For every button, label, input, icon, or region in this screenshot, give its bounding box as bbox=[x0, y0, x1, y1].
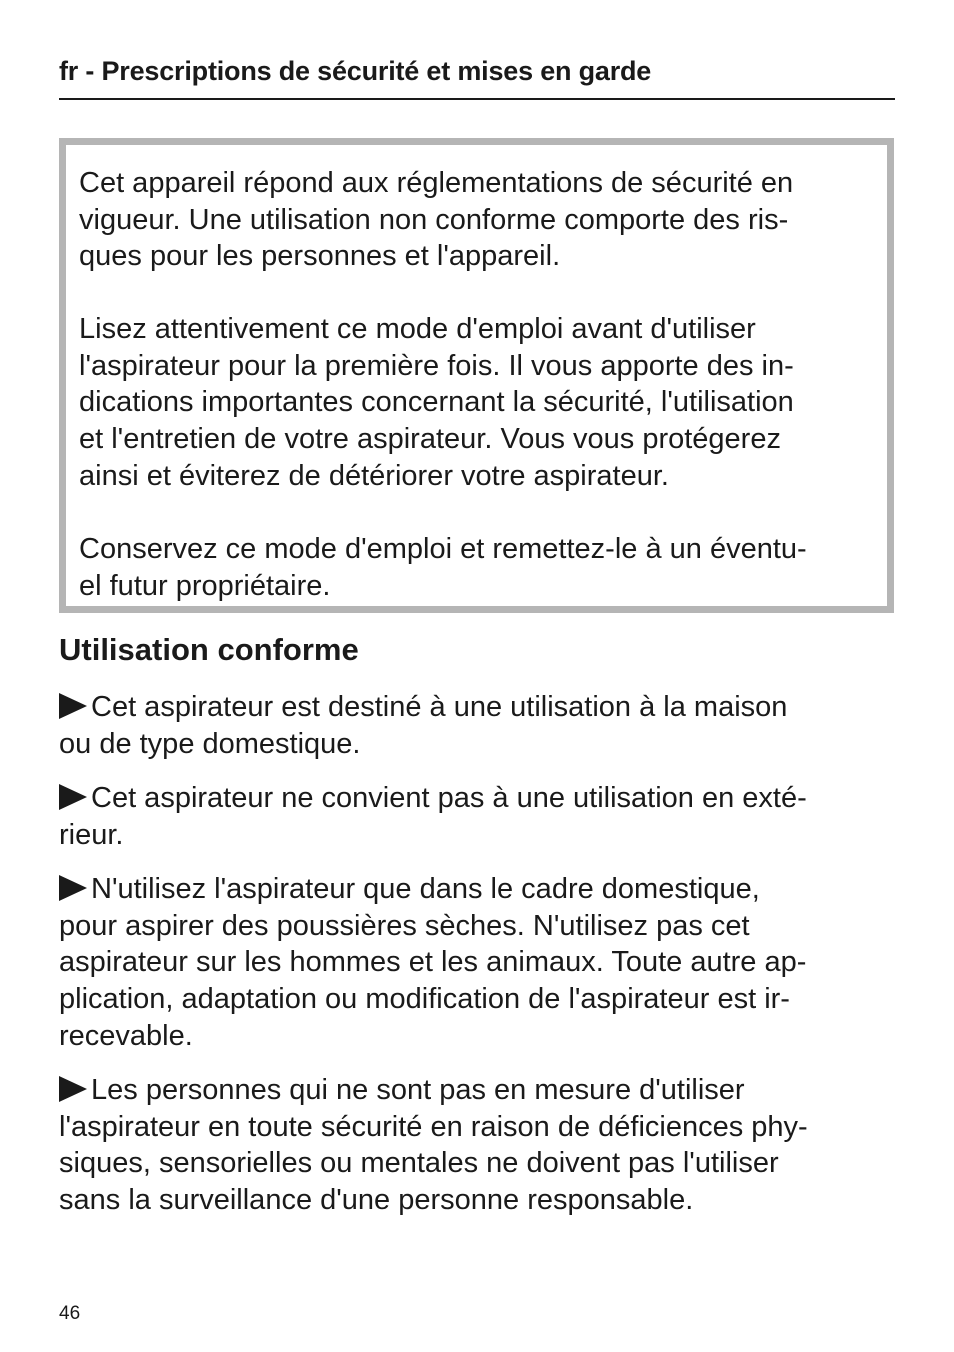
right-triangle-icon bbox=[59, 693, 87, 719]
page-number: 46 bbox=[59, 1303, 81, 1324]
right-triangle-icon bbox=[59, 1076, 87, 1102]
notice-paragraph-read-manual: Lisez attentivement ce mode d'emploi avant d'utiliser l'aspirateur pour la première fois. Il vous apporte des in- dications importantes concernant la sécurité, l'utilisation et l'entretien de votre aspirateur. Vous vous protégerez ainsi et éviterez de détériorer votre aspirateur. bbox=[79, 313, 794, 492]
list-item bbox=[59, 689, 899, 762]
list-item-text: Cet aspirateur est destiné à une utilisation à la maison ou de type domestique. bbox=[59, 691, 788, 760]
notice-paragraph-keep-manual: Conservez ce mode d'emploi et remettez-le à un éventu- el futur propriétaire. bbox=[79, 533, 807, 602]
list-item-text: Cet aspirateur ne convient pas à une utilisation en exté- rieur. bbox=[59, 782, 807, 851]
section-title: Utilisation conforme bbox=[59, 632, 359, 667]
page-header-title: fr - Prescriptions de sécurité et mises en garde bbox=[59, 56, 652, 86]
safety-notice-box bbox=[59, 138, 894, 613]
list-item-text: N'utilisez l'aspirateur que dans le cadre domestique, pour aspirer des poussières sèches. N'utilisez pas cet aspirateur sur les hommes et les animaux. Toute autre ap- plication, adaptation ou modification de l'aspirateur est ir- recevable. bbox=[59, 873, 807, 1052]
header-divider bbox=[59, 98, 895, 100]
right-triangle-icon bbox=[59, 875, 87, 901]
notice-paragraph-regulations: Cet appareil répond aux réglementations de sécurité en vigueur. Une utilisation non conforme comporte des ris- ques pour les personnes et l'appareil. bbox=[79, 167, 794, 273]
list-item bbox=[59, 871, 899, 1055]
right-triangle-icon bbox=[59, 784, 87, 810]
list-item bbox=[59, 780, 899, 853]
list-item bbox=[59, 1072, 899, 1219]
list-item-text: Les personnes qui ne sont pas en mesure d'utiliser l'aspirateur en toute sécurité en raison de déficiences phy- siques, sensorielles ou mentales ne doivent pas l'utiliser sans la surveillance d'une personne responsable. bbox=[59, 1074, 808, 1217]
